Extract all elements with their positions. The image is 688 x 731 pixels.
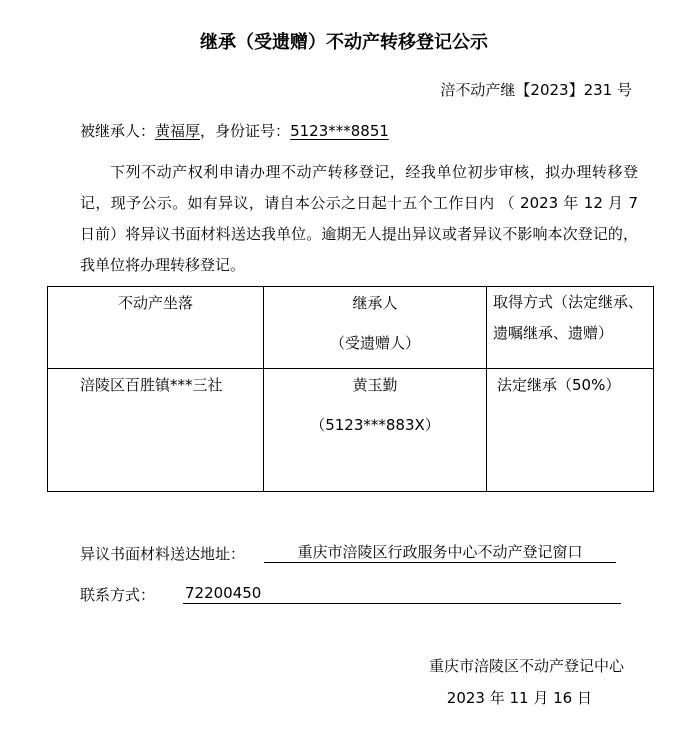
contact-value: 72200450 bbox=[183, 584, 621, 604]
table-row bbox=[48, 369, 654, 492]
cell-method: 法定继承（50%） bbox=[487, 369, 654, 492]
objection-address-value: 重庆市涪陵区行政服务中心不动产登记窗口 bbox=[264, 543, 616, 563]
header-method: 取得方式（法定继承、遗嘱继承、遗赠） bbox=[487, 287, 654, 369]
header-heir bbox=[264, 287, 487, 369]
property-table bbox=[47, 286, 654, 492]
decedent-separator: ， bbox=[200, 122, 216, 140]
table-header-row bbox=[48, 287, 654, 369]
objection-address-label: 异议书面材料送达地址： bbox=[80, 545, 246, 563]
cell-location: 涪陵区百胜镇***三社 bbox=[48, 369, 264, 492]
issue-date: 2023 年 11 月 16 日 bbox=[446, 689, 592, 707]
document-number: 涪不动产继【2023】231 号 bbox=[440, 81, 632, 99]
decedent-label: 被继承人： bbox=[80, 122, 156, 140]
header-heir-line2: （受遗赠人） bbox=[329, 334, 420, 352]
header-heir-line1: 继承人 bbox=[352, 294, 398, 312]
contact-label: 联系方式： bbox=[80, 586, 156, 604]
decedent-line bbox=[80, 120, 389, 141]
cell-heir-id: （5123***883X） bbox=[310, 416, 440, 434]
cell-heir-name: 黄玉勤 bbox=[352, 376, 398, 394]
issuer-name: 重庆市涪陵区不动产登记中心 bbox=[428, 657, 624, 675]
page-title: 继承（受遗赠）不动产转移登记公示 bbox=[200, 32, 488, 53]
notice-paragraph: 下列不动产权利申请办理不动产转移登记，经我单位初步审核，拟办理转移登记，现予公示。如有异议，请自本公示之日起十五个工作日内 （ 2023 年 12 月 7 日前）将异议书面材料送达我单位。逾期无人提出异议或者异议不影响本次登记的，我单位将办理转移登记。 bbox=[80, 163, 638, 274]
header-location: 不动产坐落 bbox=[48, 287, 264, 369]
decedent-name: 黄福厚 bbox=[155, 122, 201, 140]
decedent-id-number: 5123***8851 bbox=[290, 122, 389, 140]
decedent-id-label: 身份证号： bbox=[215, 122, 291, 140]
cell-heir bbox=[264, 369, 487, 492]
